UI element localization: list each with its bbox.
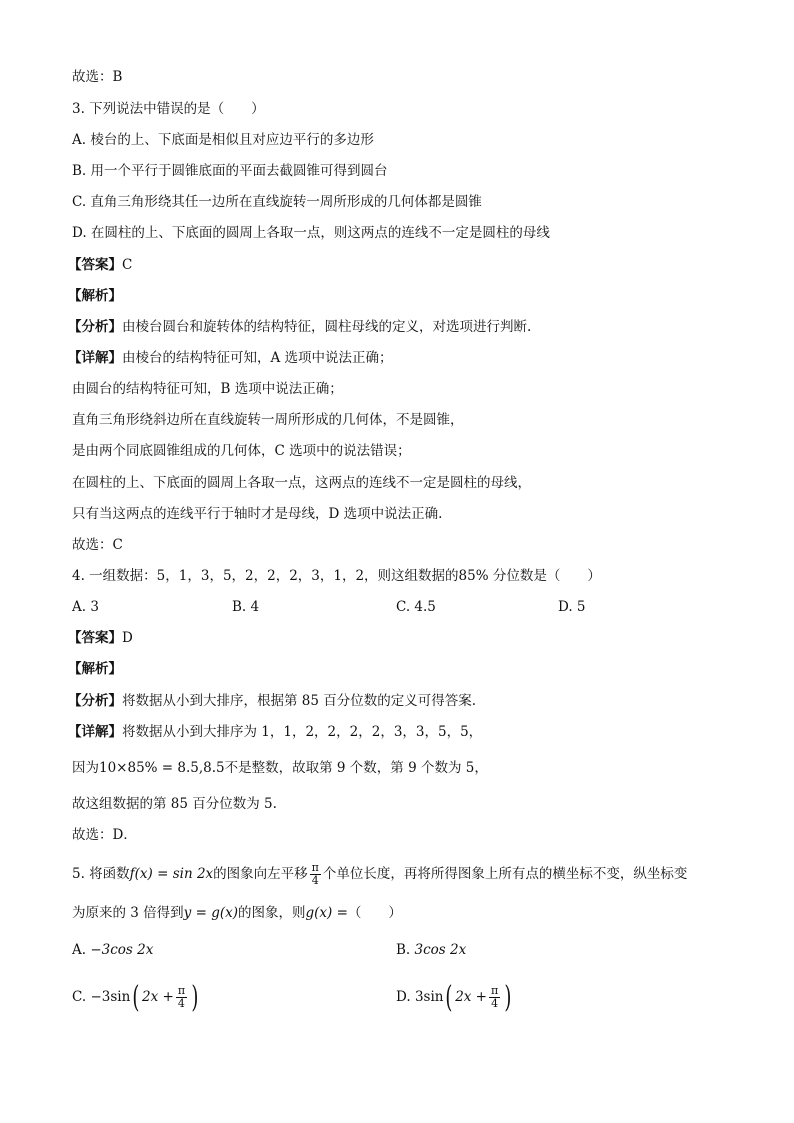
math-expression: −3sin <box>90 989 131 1005</box>
question-3-stem: 3. 下列说法中错误的是（ ） <box>72 101 265 117</box>
fraction-numerator: π <box>177 984 186 997</box>
detail-tag: 【详解】 <box>68 724 122 740</box>
question-3-option-c: C. 直角三角形绕其任一边所在直线旋转一周所形成的几何体都是圆锥 <box>72 194 482 210</box>
detail-line: 在圆柱的上、下底面的圆周上各取一点，这两点的连线不一定是圆柱的母线， <box>72 475 531 491</box>
answer-tag: 【答案】 <box>68 257 122 273</box>
left-paren: ( <box>132 979 140 1015</box>
question-4-final: 故选：D． <box>72 827 137 843</box>
question-3-option-d: D. 在圆柱的上、下底面的圆周上各取一点，则这两点的连线不一定是圆柱的母线 <box>72 225 550 241</box>
analysis-tag: 【分析】 <box>68 693 122 709</box>
question-4-detail <box>68 723 482 741</box>
answer-value: C <box>122 257 133 273</box>
option-label: C. <box>72 989 87 1005</box>
question-5-option-a <box>72 941 153 959</box>
right-paren: ) <box>504 979 512 1015</box>
stem-text: 5. 将函数 <box>72 866 130 882</box>
left-paren: ( <box>445 979 453 1015</box>
fraction <box>176 985 187 1010</box>
question-3-option-a: A. 棱台的上、下底面是相似且对应边平行的多边形 <box>72 132 374 148</box>
right-paren: ) <box>191 979 199 1015</box>
math-expression: g(x) = <box>305 905 348 921</box>
math-expression: y = g(x) <box>183 905 238 921</box>
question-5-stem-line1 <box>72 862 687 887</box>
fraction-denominator: 4 <box>311 874 319 887</box>
math-expression: 3sin <box>414 989 444 1005</box>
fraction-numerator: π <box>311 861 319 874</box>
fraction-denominator: 4 <box>177 997 185 1010</box>
question-4-analysis-tag: 【解析】 <box>68 661 122 677</box>
option-label: A. <box>72 942 87 958</box>
detail-line: 故这组数据的第 85 百分位数为 5. <box>72 796 277 812</box>
fraction <box>489 985 500 1010</box>
stem-text: （ ） <box>347 905 402 921</box>
answer-value: D <box>122 630 133 646</box>
question-4-option-c: C. 4.5 <box>396 599 436 615</box>
question-3-detail <box>68 349 393 367</box>
stem-text: 的图象，则 <box>237 905 306 921</box>
stem-text: 的图象向左平移 <box>213 866 308 882</box>
option-label: D. <box>396 989 411 1005</box>
question-3-answer <box>68 256 132 274</box>
question-3-final: 故选：C <box>72 537 123 553</box>
analysis-tag: 【分析】 <box>68 319 122 335</box>
math-expression: 10×85% = 8.5,8.5 <box>99 760 225 776</box>
detail-text: 不是整数，故取第 9 个数，第 9 个数为 5， <box>224 760 488 776</box>
question-5-option-b <box>396 941 466 959</box>
detail-text: 将数据从小到大排序为 1，1，2，2，2，2，3，3，5，5， <box>122 724 483 740</box>
question-4-option-d: D. 5 <box>558 599 586 615</box>
option-label: B. <box>396 942 411 958</box>
fraction-numerator: π <box>491 984 499 997</box>
detail-line <box>72 759 488 777</box>
detail-text: 因为 <box>72 760 99 776</box>
math-expression: 2x + <box>455 989 487 1005</box>
question-4-option-b: B. 4 <box>232 599 260 615</box>
question-3-option-b: B. 用一个平行于圆锥底面的平面去截圆锥可得到圆台 <box>72 163 388 179</box>
question-5-option-d <box>396 979 514 1015</box>
answer-line-prev: 故选：B <box>72 69 123 85</box>
math-expression: −3cos 2x <box>90 942 154 958</box>
detail-line: 是由两个同底圆锥组成的几何体，C 选项中的说法错误； <box>72 443 411 459</box>
analysis-text: 将数据从小到大排序，根据第 85 百分位数的定义可得答案. <box>122 693 477 709</box>
stem-text: 为原来的 3 倍得到 <box>72 905 184 921</box>
question-5-stem-line2 <box>72 904 402 922</box>
question-4-analysis <box>68 692 476 710</box>
fraction-denominator: 4 <box>491 997 499 1010</box>
question-4-option-a: A. 3 <box>72 599 99 615</box>
question-3-analysis <box>68 318 531 336</box>
detail-text: 由棱台的结构特征可知，A 选项中说法正确； <box>122 350 393 366</box>
question-4-stem: 4. 一组数据：5，1，3，5，2，2，2，3，1，2，则这组数据的85% 分位数是（ ） <box>72 568 601 584</box>
detail-line: 直角三角形绕斜边所在直线旋转一周所形成的几何体，不是圆锥， <box>72 412 464 428</box>
detail-line: 只有当这两点的连线平行于轴时才是母线，D 选项中说法正确. <box>72 506 443 522</box>
analysis-text: 由棱台圆台和旋转体的结构特征，圆柱母线的定义，对选项进行判断. <box>122 319 532 335</box>
fraction <box>310 862 321 887</box>
question-3-analysis-tag: 【解析】 <box>68 288 122 304</box>
math-expression: 2x + <box>142 989 174 1005</box>
question-5-option-c <box>72 979 201 1015</box>
math-expression: 3cos 2x <box>414 942 467 958</box>
detail-line: 由圆台的结构特征可知，B 选项中说法正确； <box>72 381 343 397</box>
answer-tag: 【答案】 <box>68 630 122 646</box>
stem-text: 个单位长度，再将所得图象上所有点的横坐标不变，纵坐标变 <box>322 866 688 882</box>
question-4-answer <box>68 629 133 647</box>
math-expression: f(x) = sin 2x <box>129 866 214 882</box>
detail-tag: 【详解】 <box>68 350 122 366</box>
